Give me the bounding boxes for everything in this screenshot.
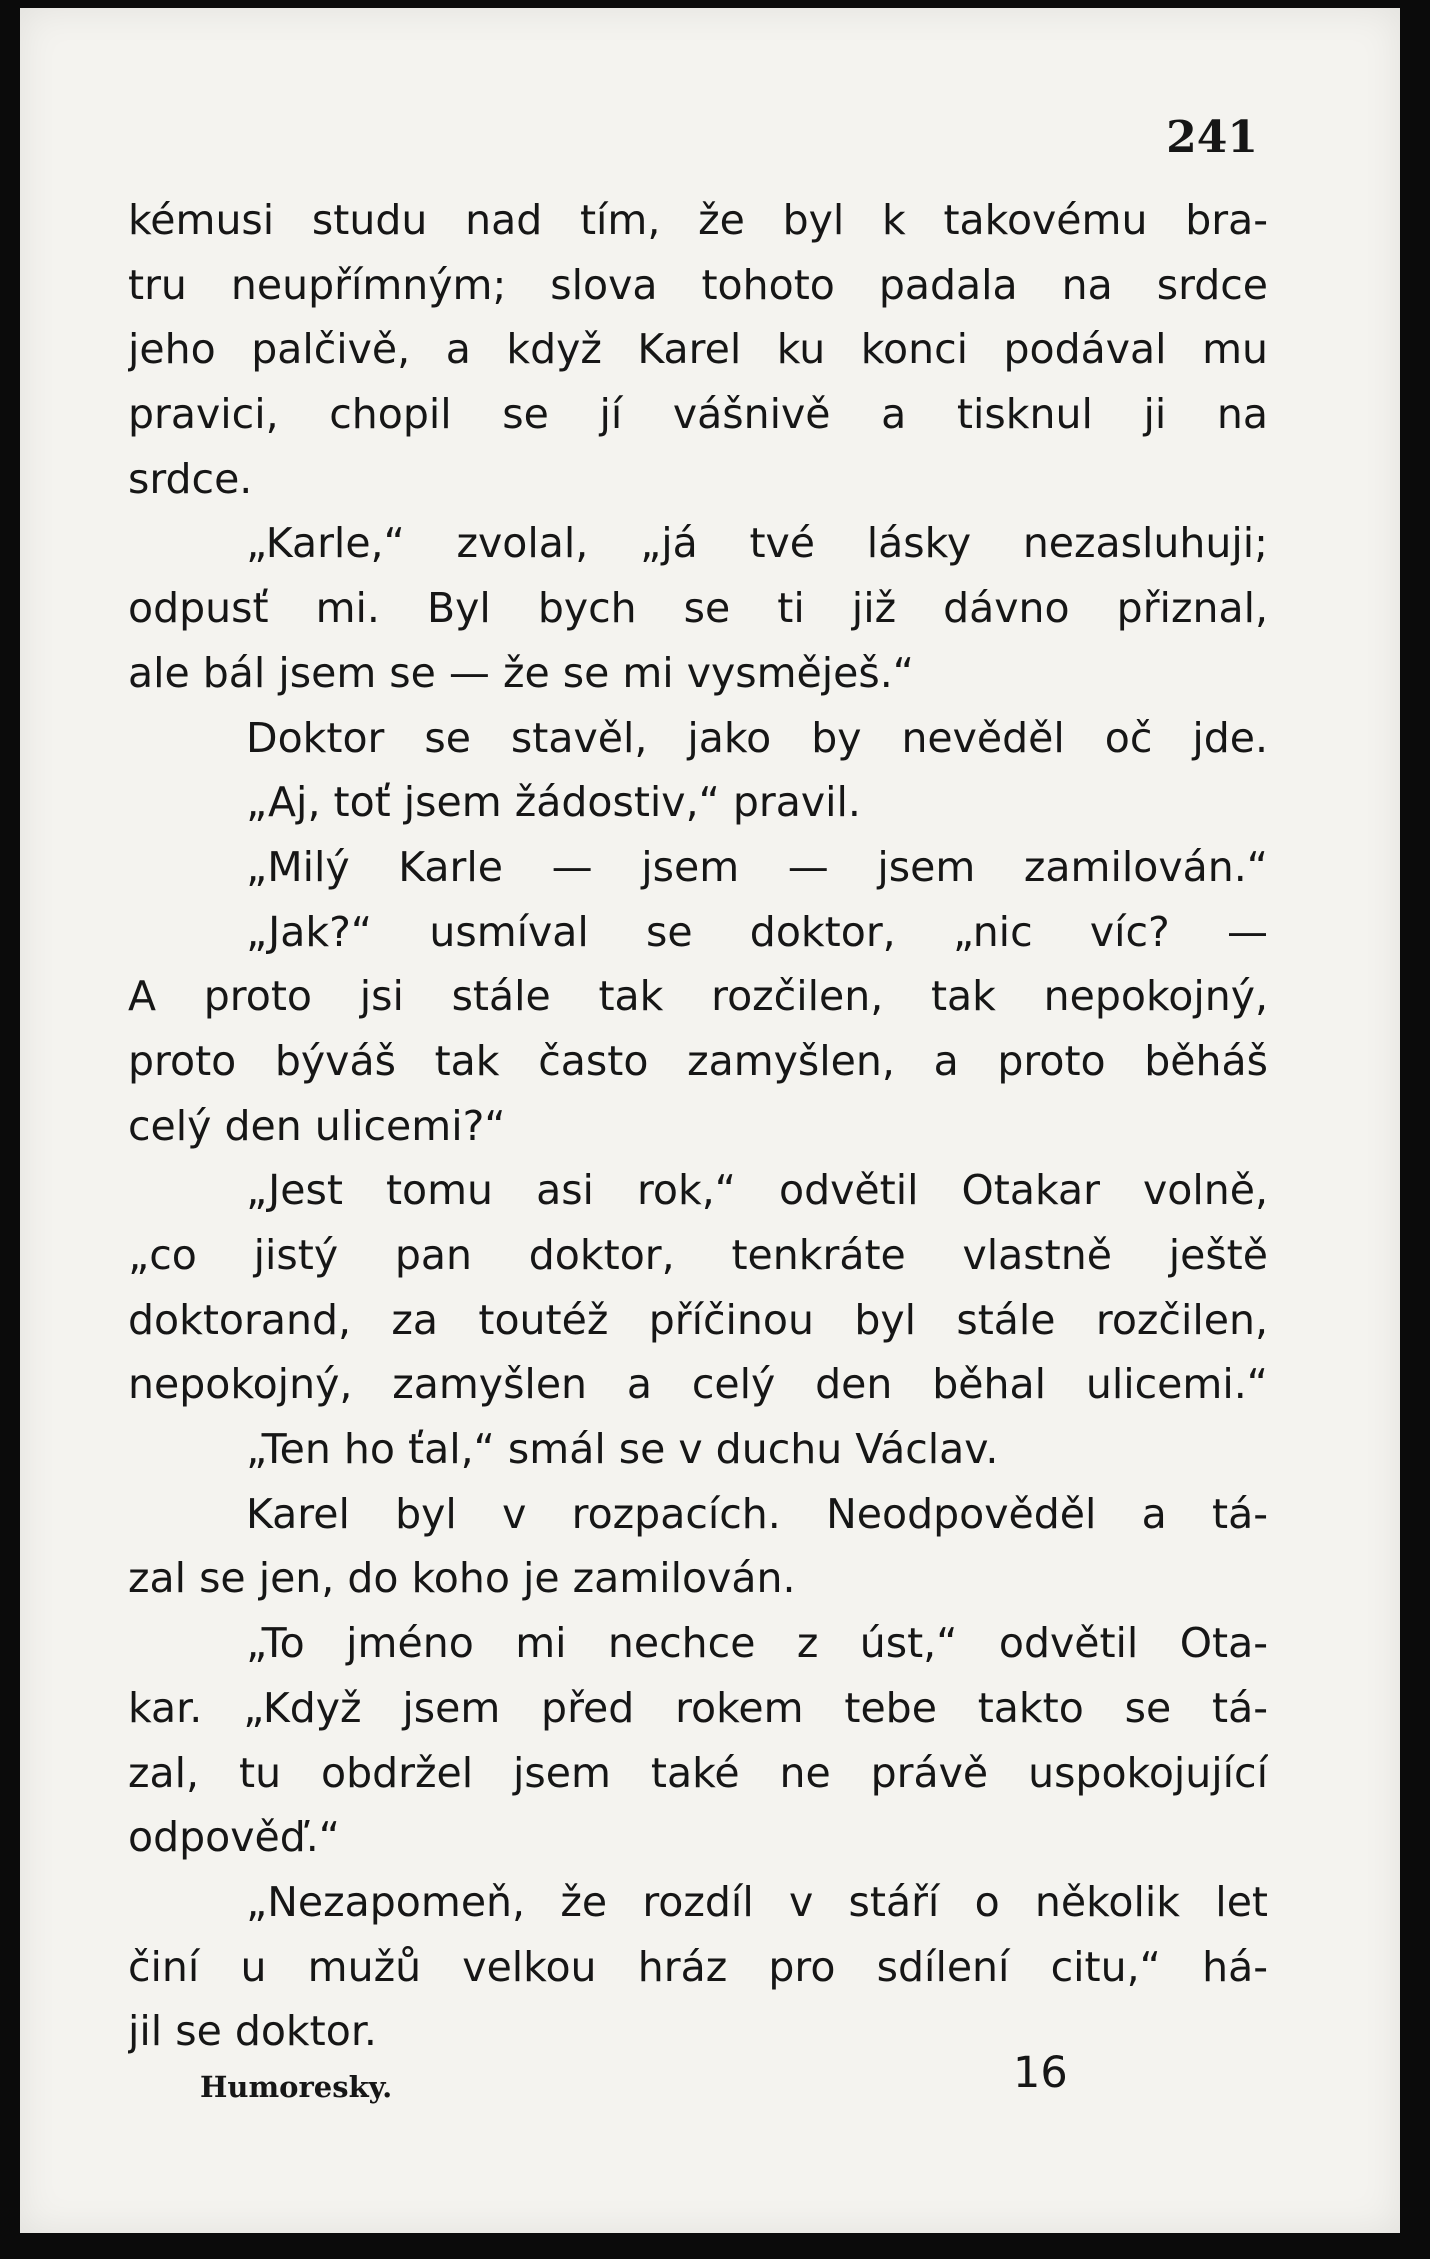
body-text [128,188,1268,2064]
sheet-number: 16 [1013,2048,1068,2098]
text-line: srdce. [128,454,253,503]
text-line: jil se doktor. [128,2007,377,2056]
text-line: A proto jsi stále tak rozčilen, tak nepokojný, [128,972,1268,1021]
text-line: „Jest tomu asi rok,“ odvětil Otakar volně, [246,1166,1268,1215]
text-line: „To jméno mi nechce z úst,“ odvětil Ota- [246,1619,1268,1668]
text-line: odpusť mi. Byl bych se ti již dávno přiznal, [128,584,1268,633]
text-line: Doktor se stavěl, jako by nevěděl oč jde. [246,713,1268,762]
printer-signature: Humoresky. [200,2070,393,2104]
text-line: „Milý Karle — jsem — jsem zamilován.“ [246,842,1268,891]
text-line: „co jistý pan doktor, tenkráte vlastně ještě [128,1231,1268,1279]
text-line: „Jak?“ usmíval se doktor, „nic víc? — [246,907,1268,956]
text-line: tru neupřímným; slova tohoto padala na srdce [128,260,1268,309]
page-footer [200,2048,1200,2108]
text-line: zal, tu obdržel jsem také ne právě uspokojující [128,1748,1268,1797]
text-line: doktorand, za toutéž příčinou byl stále rozčilen, [128,1295,1268,1344]
text-line: odpověď.“ [128,1813,341,1862]
text-line: „Aj, toť jsem žádostiv,“ pravil. [246,778,861,827]
text-line: Karel byl v rozpacích. Neodpověděl a tá- [246,1489,1268,1538]
text-line: „Nezapomeň, že rozdíl v stáří o několik let [246,1877,1268,1926]
text-line: nepokojný, zamyšlen a celý den běhal ulicemi.“ [128,1360,1268,1409]
text-line: pravici, chopil se jí vášnivě a tisknul ji na [128,390,1268,439]
text-line: celý den ulicemi?“ [128,1101,506,1150]
text-line: ale bál jsem se — že se mi vysměješ.“ [128,648,915,697]
text-line: kémusi studu nad tím, že byl k takovému bra- [128,196,1268,244]
text-line: „Karle,“ zvolal, „já tvé lásky nezasluhuji; [246,519,1268,568]
text-line: jeho palčivě, a když Karel ku konci podával mu [128,325,1268,374]
text-line: kar. „Když jsem před rokem tebe takto se tá- [128,1683,1268,1732]
page-number: 241 [1166,112,1258,163]
text-line: „Ten ho ťal,“ smál se v duchu Václav. [246,1425,999,1474]
text-line: proto býváš tak často zamyšlen, a proto běháš [128,1036,1268,1085]
text-line: zal se jen, do koho je zamilován. [128,1554,796,1603]
text-line: činí u mužů velkou hráz pro sdílení citu,“ há- [128,1942,1268,1991]
book-page [20,8,1400,2233]
